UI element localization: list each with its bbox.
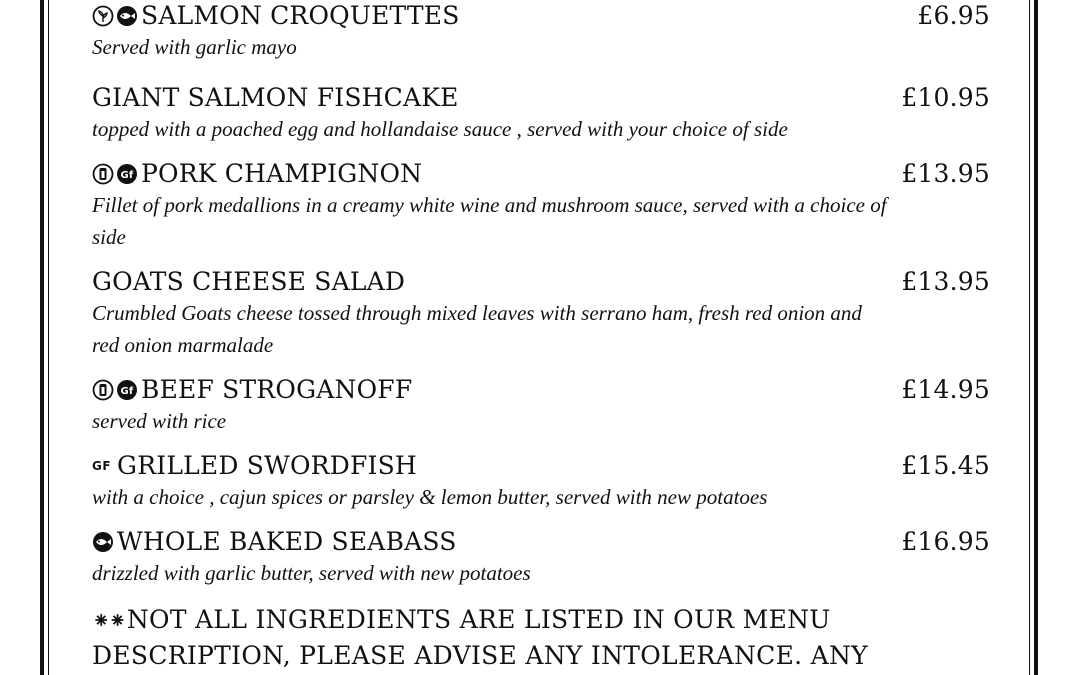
item-name: GOATS CHEESE SALAD [92,267,406,296]
notice-text: NOT ALL INGREDIENTS ARE LISTED IN OUR MENU [126,605,831,634]
fish-icon [116,5,138,27]
gf-text-icon: GF [92,459,112,473]
vegetarian-icon [92,5,114,27]
menu-border-left-outer [40,0,44,675]
item-description: Crumbled Goats cheese tossed through mixed leaves with serrano ham, fresh red onion and red onion marmalade [92,301,862,357]
svg-text:Gf: Gf [120,386,134,397]
menu-border-right-inner [1029,0,1030,675]
item-price: £16.95 [901,527,990,556]
item-price: £14.95 [901,375,990,404]
gluten-free-icon [116,379,138,401]
item-description: with a choice , cajun spices or parsley & lemon butter, served with new potatoes [92,485,768,509]
menu-border-left-inner [48,0,49,675]
item-name: SALMON CROQUETTES [141,1,460,30]
item-name: BEEF STROGANOFF [141,375,413,404]
item-price: £13.95 [901,267,990,296]
item-description: topped with a poached egg and hollandaise sauce , served with your choice of side [92,117,788,141]
lactose-icon [92,379,114,401]
item-price: £6.95 [917,1,990,30]
item-description: drizzled with garlic butter, served with new potatoes [92,561,531,585]
menu-item-goats-cheese-salad [92,267,992,361]
item-price: £10.95 [901,83,990,112]
item-description: Served with garlic mayo [92,35,297,59]
item-description: served with rice [92,409,227,433]
allergy-notice [92,603,992,673]
asterisk-icon: ⁕⁕ [92,609,125,634]
item-name: PORK CHAMPIGNON [141,159,423,188]
allergy-notice-line-2: DESCRIPTION, PLEASE ADVISE ANY INTOLERANCE. ANY [92,641,868,670]
allergy-notice-line-1 [92,603,992,639]
menu-item-salmon-croquettes [92,1,992,63]
item-description: Fillet of pork medallions in a creamy white wine and mushroom sauce, served with a choice of side [92,193,887,249]
item-name: GIANT SALMON FISHCAKE [92,83,459,112]
item-name: GRILLED SWORDFISH [117,451,417,480]
menu-item-grilled-swordfish [92,451,992,513]
menu-border-right-outer [1034,0,1038,675]
menu-item-whole-baked-seabass [92,527,992,589]
item-price: £13.95 [901,159,990,188]
fish-icon [92,531,114,553]
svg-text:Gf: Gf [120,170,134,181]
lactose-icon [92,163,114,185]
menu-item-pork-champignon [92,159,992,253]
item-price: £15.45 [901,451,990,480]
gluten-free-icon [116,163,138,185]
menu-item-beef-stroganoff [92,375,992,437]
item-name: WHOLE BAKED SEABASS [117,527,457,556]
menu-item-giant-salmon-fishcake [92,83,992,145]
